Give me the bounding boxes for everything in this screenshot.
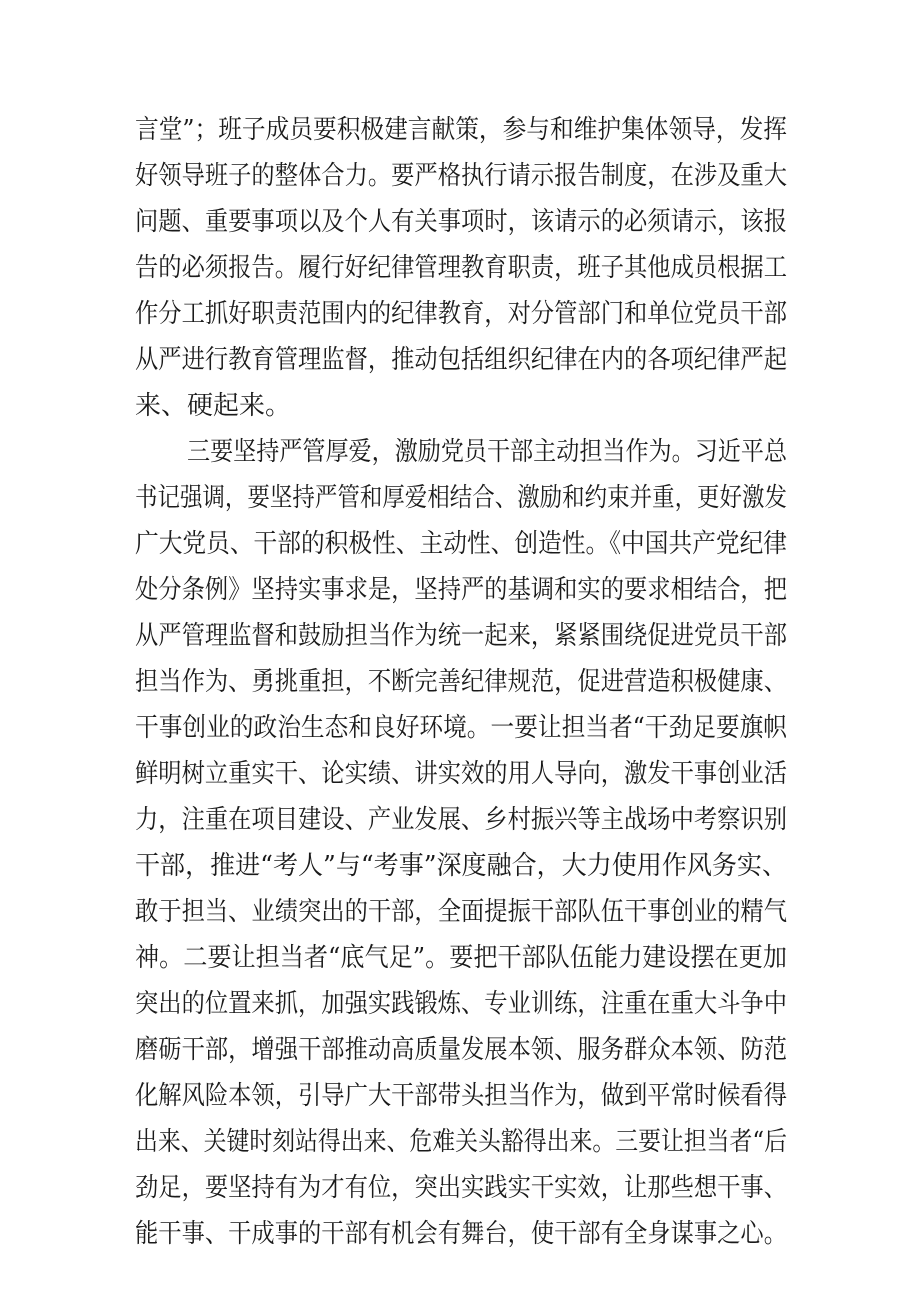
text-line (0, 108, 920, 152)
text-line-content: 神。二要让担当者“底气足”。要把干部队伍能力建设摆在更加 (135, 943, 788, 973)
text-line-content: 三要坚持严管厚爱，激励党员干部主动担当作为。习近平总 (187, 437, 788, 467)
text-line (0, 384, 920, 428)
text-line-content: 问题、重要事项以及个人有关事项时，该请示的必须请示，该报 (135, 207, 788, 237)
text-line (0, 982, 920, 1026)
text-line-content: 力，注重在项目建设、产业发展、乡村振兴等主战场中考察识别 (135, 805, 788, 835)
text-line (0, 568, 920, 612)
text-line (0, 430, 920, 474)
text-line-content: 劲足，要坚持有为才有位，突出实践实干实效，让那些想干事、 (135, 1173, 788, 1203)
text-line (0, 1028, 920, 1072)
text-line (0, 1074, 920, 1118)
text-line (0, 798, 920, 842)
text-line-content: 突出的位置来抓，加强实践锻炼、专业训练，注重在重大斗争中 (135, 989, 788, 1019)
text-line (0, 844, 920, 888)
text-line (0, 200, 920, 244)
text-line-content: 好领导班子的整体合力。要严格执行请示报告制度，在涉及重大 (135, 161, 788, 191)
text-line (0, 522, 920, 566)
text-line-content: 干部，推进“考人”与“考事”深度融合，大力使用作风务实、 (135, 851, 787, 881)
text-line-content: 来、硬起来。 (135, 391, 292, 421)
text-line-content: 处分条例》坚持实事求是，坚持严的基调和实的要求相结合，把 (135, 575, 788, 605)
text-line (0, 1120, 920, 1164)
text-line (0, 292, 920, 336)
text-line-content: 告的必须报告。履行好纪律管理教育职责，班子其他成员根据工 (135, 253, 788, 283)
text-line (0, 660, 920, 704)
text-line (0, 936, 920, 980)
text-line-content: 书记强调，要坚持严管和厚爱相结合、激励和约束并重，更好激发 (135, 483, 787, 513)
text-line-content: 敢于担当、业绩突出的干部，全面提振干部队伍干事创业的精气 (135, 897, 788, 927)
text-line-content: 干事创业的政治生态和良好环境。一要让担当者“干劲足要旗帜 (135, 713, 787, 743)
text-line-content: 出来、关键时刻站得出来、危难关头豁得出来。三要让担当者“后 (135, 1127, 787, 1157)
text-line-content: 担当作为、勇挑重担，不断完善纪律规范，促进营造积极健康、 (135, 667, 788, 697)
text-line-content: 鲜明树立重实干、论实绩、讲实效的用人导向，激发干事创业活 (135, 759, 788, 789)
text-line-content: 能干事、干成事的干部有机会有舞台，使干部有全身谋事之心。 (135, 1219, 788, 1249)
text-line (0, 1212, 920, 1256)
text-line-content: 作分工抓好职责范围内的纪律教育，对分管部门和单位党员干部 (135, 299, 788, 329)
text-line (0, 246, 920, 290)
text-line (0, 338, 920, 382)
text-line-content: 磨砺干部，增强干部推动高质量发展本领、服务群众本领、防范 (135, 1035, 788, 1065)
text-line (0, 614, 920, 658)
text-line (0, 752, 920, 796)
text-line (0, 706, 920, 750)
text-line-content: 化解风险本领，引导广大干部带头担当作为，做到平常时候看得 (135, 1081, 788, 1111)
text-line (0, 1166, 920, 1210)
text-line-content: 言堂”；班子成员要积极建言献策，参与和维护集体领导，发挥 (135, 115, 787, 145)
text-line-content: 广大党员、干部的积极性、主动性、创造性。《中国共产党纪律 (135, 529, 788, 559)
text-line (0, 154, 920, 198)
text-line (0, 476, 920, 520)
text-line (0, 890, 920, 934)
text-line-content: 从严进行教育管理监督，推动包括组织纪律在内的各项纪律严起 (135, 345, 788, 375)
text-line-content: 从严管理监督和鼓励担当作为统一起来，紧紧围绕促进党员干部 (135, 621, 788, 651)
